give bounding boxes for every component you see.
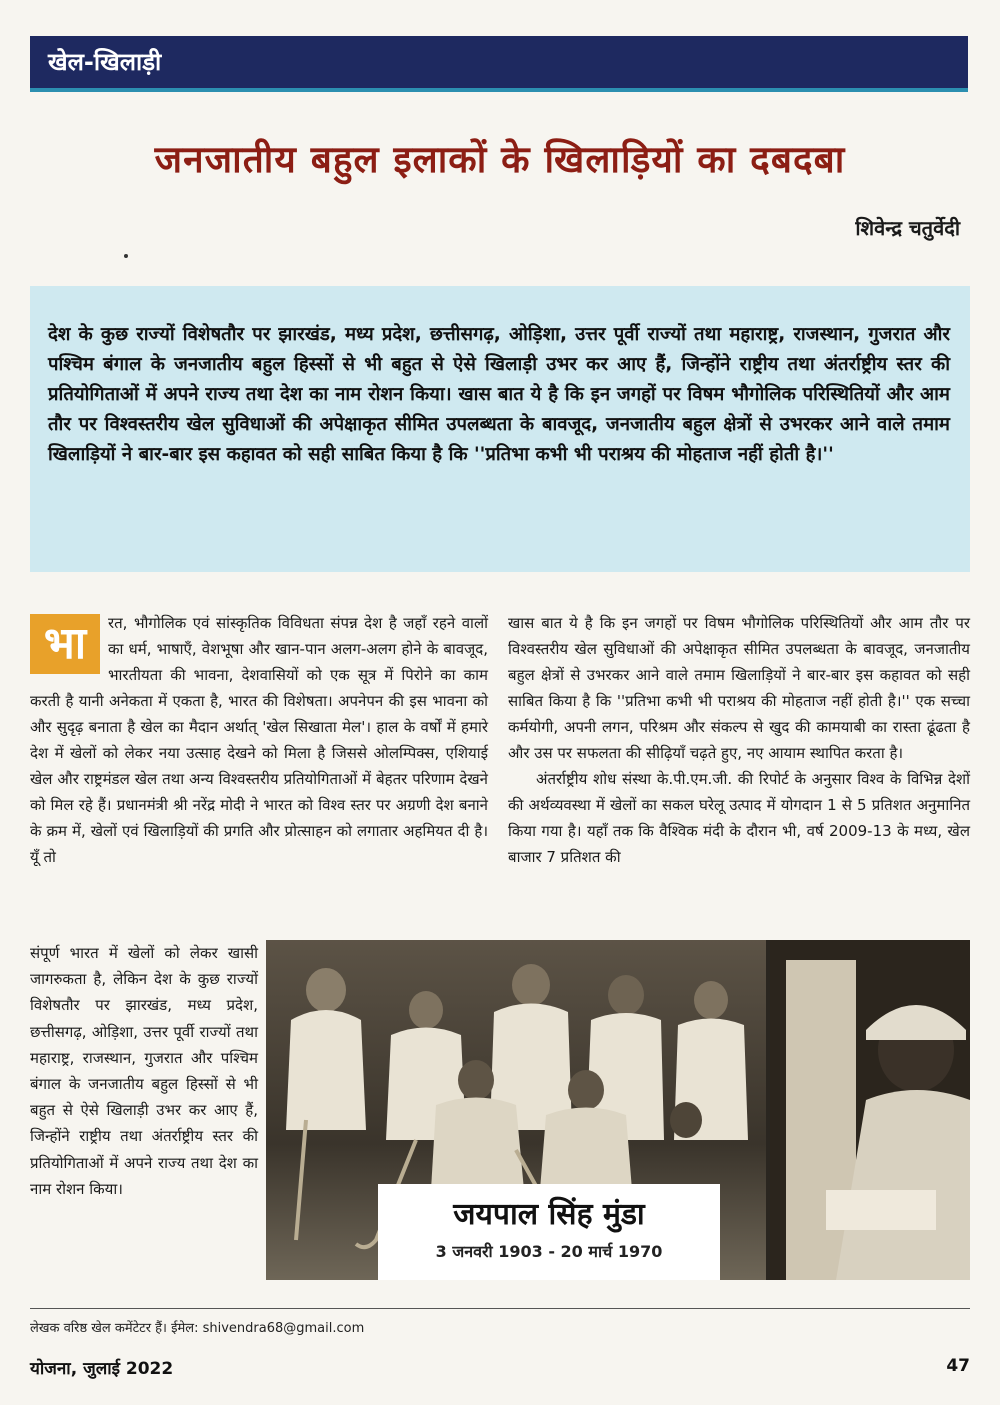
article-title: जनजातीय बहुल इलाकों के खिलाड़ियों का दबदबा bbox=[154, 138, 846, 181]
narrow-column-text: संपूर्ण भारत में खेलों को लेकर खासी जागरुकता है, लेकिन देश के कुछ राज्यों विशेषतौर पर झारखंड, मध्य प्रदेश, छत्तीसगढ़, ओड़िशा, उत्तर पूर्वी राज्यों तथा महाराष्ट्र, राजस्थान, गुजरात और पश्चिम बंगाल के जनजातीय बहुल हिस्सों से भी बहुत से ऐसे खिलाड़ी उभर कर आए हैं, जिन्होंने राष्ट्रीय तथा अंतर्राष्ट्रीय स्तर की प्रतियोगिताओं में अपने राज्य तथा देश का नाम रोशन किया। bbox=[30, 944, 258, 1198]
right-paragraph-1: खास बात ये है कि इन जगहों पर विषम भौगोलिक परिस्थितियों और आम तौर पर विश्वस्तरीय खेल सुविधाओं की अपेक्षाकृत सीमित उपलब्धता के बावजूद, जनजातीय बहुल क्षेत्रों से उभरकर आने वाले तमाम खिलाड़ियों ने बार-बार इस कहावत को सही साबित किया है कि ''प्रतिभा कभी भी पराश्रय की मोहताज नहीं होती है।'' एक सच्चा कर्मयोगी, अपनी लगन, परिश्रम और संकल्प से खुद की कामयाबी का रास्ता ढूंढता है और उस पर सफलता की सीढ़ियाँ चढ़ते हुए, नए आयाम स्थापित करता है। bbox=[508, 614, 970, 762]
dropcap: भा bbox=[30, 614, 100, 674]
right-paragraph-2: अंतर्राष्ट्रीय शोध संस्था के.पी.एम.जी. की रिपोर्ट के अनुसार विश्व के विभिन्न देशों की अर्थव्यवस्था में खेलों का सकल घरेलू उत्पाद में योगदान 1 से 5 प्रतिशत अनुमानित किया गया है। यहाँ तक कि वैश्विक मंदी के दौरान भी, वर्ष 2009-13 के मध्य, खेल बाजार 7 प्रतिशत की bbox=[508, 770, 970, 866]
left-column-text: रत, भौगोलिक एवं सांस्कृतिक विविधता संपन्न देश है जहाँ रहने वालों का धर्म, भाषाएँ, वेशभूषा और खान-पान अलग-अलग होने के बावजूद, भारतीयता की भावना, देशवासियों को एक सूत्र में पिरोने का काम करती है यानी अनेकता में एकता है, भारत की विशेषता। अपनेपन की इस भावना को और सुदृढ़ बनाता है खेल का मैदान अर्थात् 'खेल सिखाता मेल'। हाल के वर्षों में हमारे देश में खेलों को लेकर नया उत्साह देखने को मिला है जिससे ओलम्पिक्स, एशियाई खेल और राष्ट्रमंडल खेल तथा अन्य विश्वस्तरीय प्रतियोगिताओं में बेहतर परिणाम देखने को मिल रहे हैं। प्रधानमंत्री श्री नरेंद्र मोदी ने भारत को विश्व स्तर पर अग्रणी देश बनाने के क्रम में, खेलों एवं खिलाड़ियों की प्रगति और प्रोत्साहन को लगातार अहमियत दी है। यूँ तो bbox=[30, 614, 488, 866]
publication-name: योजना, जुलाई 2022 bbox=[30, 1359, 174, 1379]
footnote-divider bbox=[30, 1308, 970, 1309]
stray-dot bbox=[124, 254, 128, 258]
article-author: शिवेन्द्र चतुर्वेदी bbox=[855, 216, 960, 240]
intro-box bbox=[30, 286, 970, 572]
caption-dates: 3 जनवरी 1903 - 20 मार्च 1970 bbox=[435, 1242, 663, 1261]
left-column bbox=[30, 610, 488, 870]
page-number: 47 bbox=[946, 1356, 970, 1376]
caption-name: जयपाल सिंह मुंडा bbox=[453, 1197, 645, 1232]
photo-caption bbox=[378, 1184, 720, 1280]
right-column bbox=[508, 610, 970, 870]
article-photo bbox=[266, 940, 970, 1280]
author-note: लेखक वरिष्ठ खेल कमेंटेटर हैं। ईमेल: shivendra68@gmail.com bbox=[30, 1321, 365, 1336]
intro-text: देश के कुछ राज्यों विशेषतौर पर झारखंड, मध्य प्रदेश, छत्तीसगढ़, ओड़िशा, उत्तर पूर्वी राज्यों तथा महाराष्ट्र, राजस्थान, गुजरात और पश्चिम बंगाल के जनजातीय बहुल हिस्सों से भी बहुत से ऐसे खिलाड़ी उभर कर आए हैं, जिन्होंने राष्ट्रीय तथा अंतर्राष्ट्रीय स्तर की प्रतियोगिताओं में अपने राज्य तथा देश का नाम रोशन किया। खास बात ये है कि इन जगहों पर विषम भौगोलिक परिस्थितियों और आम तौर पर विश्वस्तरीय खेल सुविधाओं की अपेक्षाकृत सीमित उपलब्धता के बावजूद, जनजातीय बहुल क्षेत्रों से उभरकर आने वाले तमाम खिलाड़ियों ने बार-बार इस कहावत को सही साबित किया है कि ''प्रतिभा कभी भी पराश्रय की मोहताज नहीं होती है।'' bbox=[48, 324, 950, 465]
section-header-bar bbox=[30, 36, 968, 92]
section-label: खेल-खिलाड़ी bbox=[48, 48, 162, 76]
